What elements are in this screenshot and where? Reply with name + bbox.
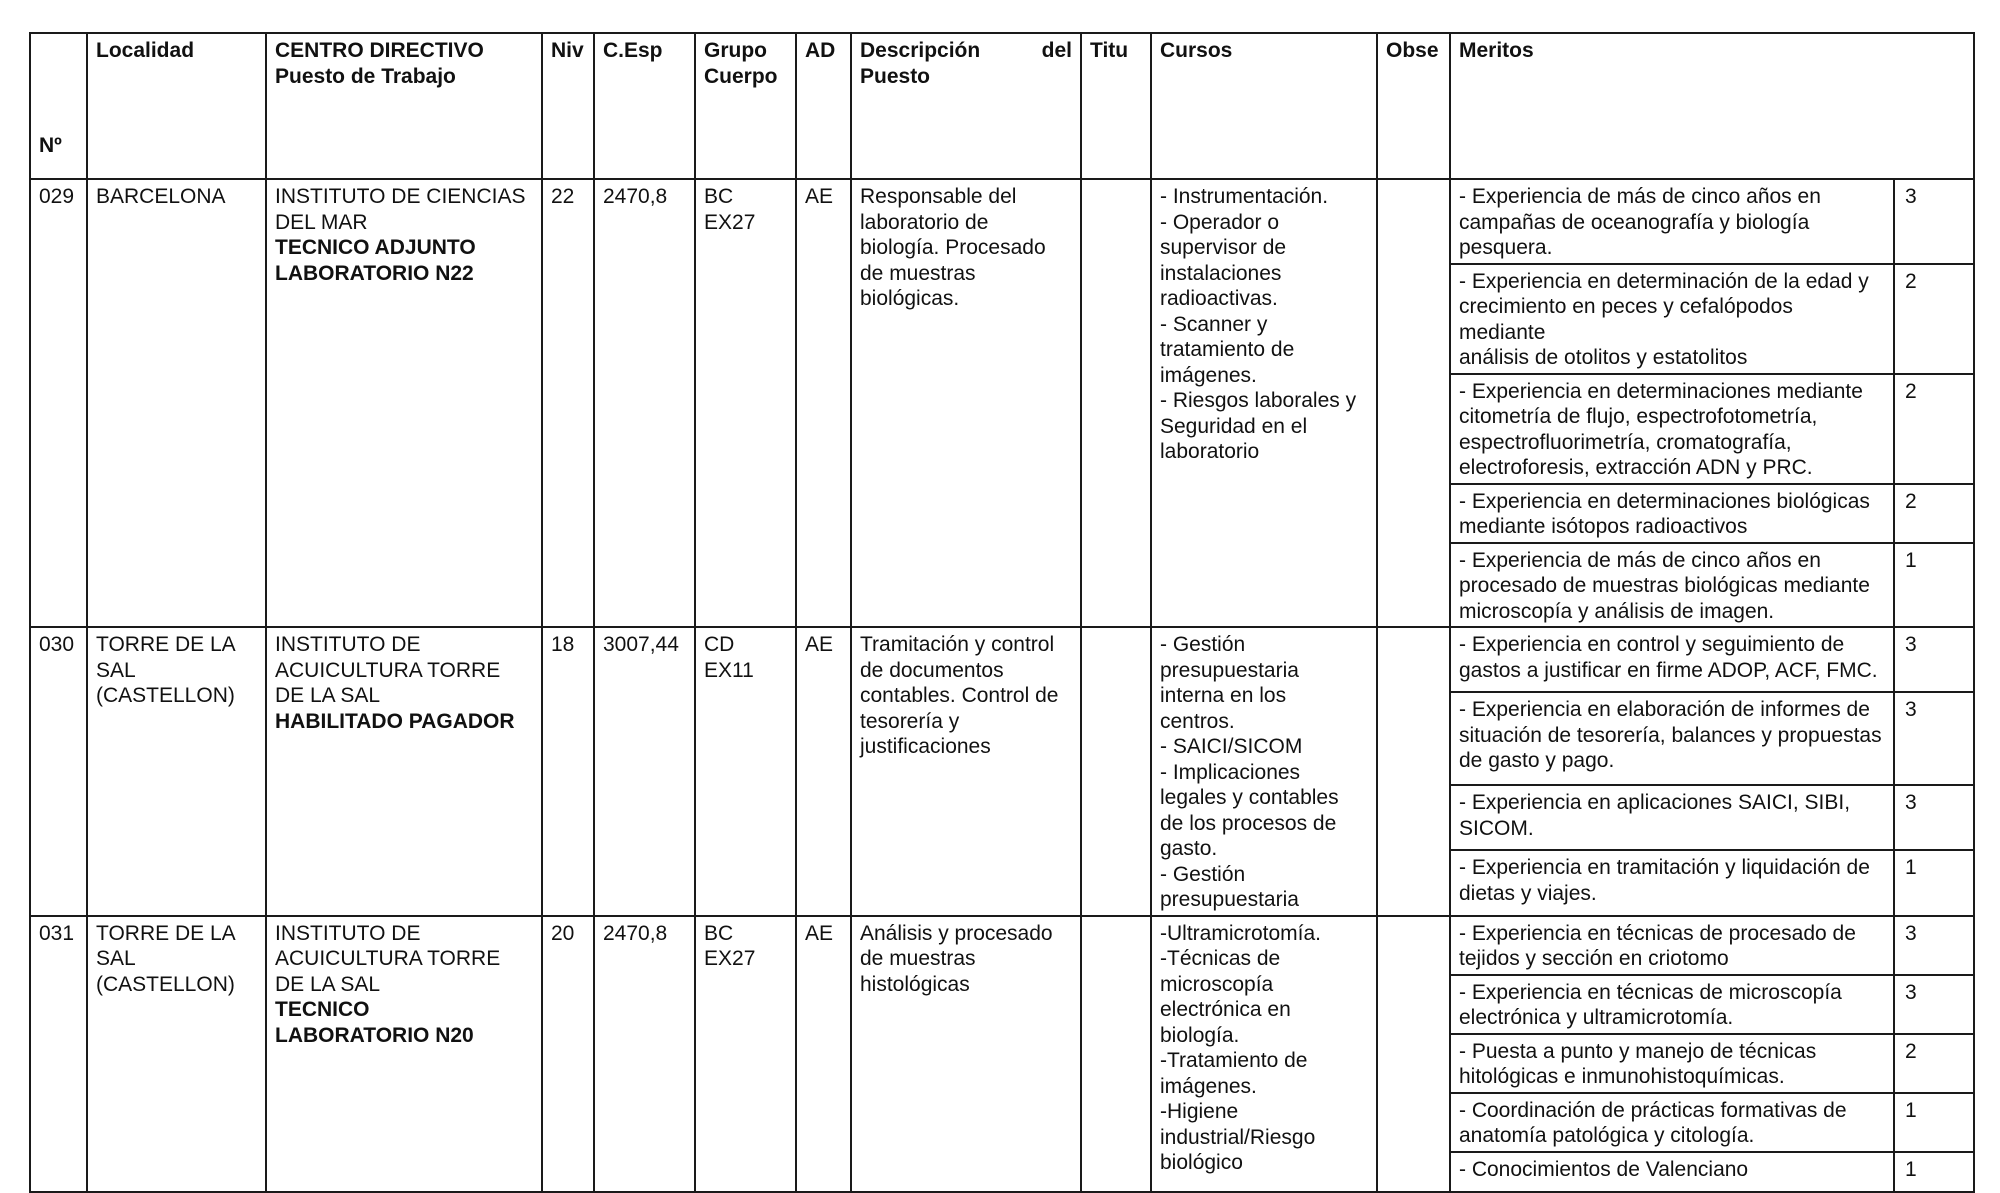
- merit-text-cell: [1450, 179, 1894, 264]
- cursos-line: - Instrumentación.: [1160, 185, 1329, 208]
- puesto-trabajo-line: TECNICO ADJUNTO: [275, 236, 476, 259]
- localidad-cell: [87, 627, 266, 916]
- merit-score-value: 2: [1905, 1039, 1917, 1063]
- descripcion-line: histológicas: [860, 972, 970, 996]
- descripcion-line: Tramitación y control: [860, 633, 1055, 656]
- localidad-line: (CASTELLON): [96, 972, 235, 996]
- descripcion-line: de muestras: [860, 947, 976, 970]
- merit-text-line: - Experiencia en elaboración de informes de: [1459, 698, 1870, 722]
- cursos-line: - Implicaciones: [1160, 760, 1301, 784]
- descripcion-line: de muestras: [860, 261, 976, 285]
- cursos-line: laboratorio: [1160, 440, 1260, 463]
- header-row: [30, 33, 1974, 179]
- header-localidad-label: Localidad: [96, 39, 195, 62]
- cursos-line: -Higiene: [1160, 1100, 1239, 1123]
- descripcion-cell: [851, 627, 1081, 916]
- merit-text-line: - Coordinación de prácticas formativas de: [1459, 1098, 1847, 1122]
- centro-directivo-line: ACUICULTURA TORRE: [275, 947, 501, 970]
- complemento-especifico-cell: [594, 179, 695, 627]
- cursos-line: de los procesos de: [1160, 811, 1337, 835]
- descripcion-line: biología. Procesado: [860, 236, 1046, 259]
- header-centro-line2: Puesto de Trabajo: [275, 64, 456, 88]
- header-descripcion-word2: del: [1041, 39, 1072, 62]
- job-positions-table-container: [29, 32, 1973, 1181]
- merit-text-line: situación de tesorería, balances y propuestas: [1459, 723, 1882, 747]
- titulacion-cell: [1081, 627, 1151, 916]
- grupo-line: EX27: [704, 947, 756, 970]
- merit-text-line: - Experiencia en técnicas de microscopía: [1459, 980, 1842, 1004]
- localidad-line: (CASTELLON): [96, 684, 235, 707]
- merit-score-value: 1: [1905, 1157, 1917, 1181]
- merit-text-cell: [1450, 374, 1894, 484]
- centro-cell: [266, 627, 542, 916]
- descripcion-line: laboratorio de: [860, 210, 989, 234]
- ad-value: AE: [805, 921, 834, 945]
- niv-value: 22: [551, 185, 575, 208]
- merit-score-cell: [1894, 1093, 1974, 1152]
- localidad-cell: [87, 179, 266, 627]
- no-value: 029: [39, 185, 75, 208]
- row-number: [30, 627, 87, 916]
- merit-text-line: electrónica y ultramicrotomía.: [1459, 1006, 1734, 1029]
- cursos-line: legales y contables: [1160, 786, 1339, 809]
- grupo-cuerpo-cell: [695, 627, 796, 916]
- header-grupo-line1: Grupo: [704, 39, 767, 62]
- cursos-line: biología.: [1160, 1023, 1240, 1047]
- puesto-trabajo-line: HABILITADO PAGADOR: [275, 709, 515, 733]
- cursos-line: -Ultramicrotomía.: [1160, 921, 1322, 945]
- cursos-line: - Scanner y: [1160, 312, 1268, 336]
- grupo-line: BC: [704, 921, 734, 945]
- descripcion-line: contables. Control de: [860, 684, 1059, 707]
- header-localidad: [87, 33, 266, 179]
- merit-text-line: campañas de oceanografía y biología: [1459, 210, 1810, 234]
- complemento-especifico-cell: [594, 627, 695, 916]
- merit-text-line: dietas y viajes.: [1459, 881, 1597, 905]
- header-ad-label: AD: [805, 39, 836, 62]
- merit-score-value: 3: [1905, 791, 1917, 815]
- merit-score-value: 2: [1905, 379, 1917, 403]
- merit-text-line: - Experiencia en determinaciones biológicas: [1459, 489, 1870, 513]
- titulacion-cell: [1081, 916, 1151, 1192]
- cesp-value: 3007,44: [603, 633, 679, 656]
- cursos-line: instalaciones: [1160, 261, 1282, 285]
- cursos-line: radioactivas.: [1160, 287, 1278, 310]
- header-ad: [796, 33, 851, 179]
- descripcion-line: Análisis y procesado: [860, 921, 1053, 945]
- header-cursos-label: Cursos: [1160, 39, 1233, 62]
- header-grupo-line2: Cuerpo: [704, 64, 778, 88]
- cursos-line: biológico: [1160, 1151, 1243, 1174]
- table-row: [30, 627, 1974, 692]
- cursos-line: presupuestaria: [1160, 888, 1299, 911]
- adscripcion-cell: [796, 179, 851, 627]
- merit-score-value: 3: [1905, 698, 1917, 722]
- row-number: [30, 916, 87, 1192]
- merit-text-line: - Experiencia en aplicaciones SAICI, SIBI,: [1459, 791, 1851, 815]
- merit-text-line: - Experiencia de más de cinco años en: [1459, 185, 1821, 208]
- cursos-line: supervisor de: [1160, 236, 1287, 259]
- row-number: [30, 179, 87, 627]
- cursos-line: gasto.: [1160, 837, 1218, 860]
- localidad-line: SAL: [96, 658, 136, 682]
- centro-directivo-line: ACUICULTURA TORRE: [275, 658, 501, 682]
- cursos-line: presupuestaria: [1160, 658, 1299, 682]
- merit-text-cell: [1450, 484, 1894, 543]
- header-titu-label: Titu: [1090, 39, 1129, 62]
- no-value: 030: [39, 633, 75, 656]
- descripcion-line: biológicas.: [860, 287, 960, 310]
- centro-directivo-line: DEL MAR: [275, 210, 368, 234]
- localidad-line: TORRE DE LA: [96, 633, 236, 656]
- observaciones-cell: [1377, 179, 1450, 627]
- header-descripcion-line2: Puesto: [860, 64, 931, 88]
- merit-score-cell: [1894, 850, 1974, 915]
- centro-directivo-line: DE LA SAL: [275, 684, 381, 707]
- grupo-cuerpo-cell: [695, 916, 796, 1192]
- cursos-line: electrónica en: [1160, 998, 1291, 1021]
- merit-text-line: pesquera.: [1459, 236, 1553, 259]
- descripcion-cell: [851, 916, 1081, 1192]
- merit-text-line: mediante isótopos radioactivos: [1459, 515, 1748, 538]
- cursos-line: - Operador o: [1160, 210, 1280, 234]
- merit-score-cell: [1894, 1152, 1974, 1192]
- header-meritos: [1450, 33, 1974, 179]
- descripcion-line: Responsable del: [860, 185, 1017, 208]
- nivel-cell: [542, 916, 594, 1192]
- header-cursos: [1151, 33, 1377, 179]
- observaciones-cell: [1377, 916, 1450, 1192]
- puesto-trabajo-line: LABORATORIO N22: [275, 261, 474, 285]
- puesto-trabajo-line: LABORATORIO N20: [275, 1023, 474, 1047]
- descripcion-line: de documentos: [860, 658, 1004, 682]
- merit-text-line: electroforesis, extracción ADN y PRC.: [1459, 456, 1813, 479]
- header-meritos-label: Meritos: [1459, 39, 1534, 62]
- merit-text-line: anatomía patológica y citología.: [1459, 1124, 1755, 1147]
- grupo-line: EX11: [704, 658, 754, 682]
- cursos-line: Seguridad en el: [1160, 414, 1308, 438]
- localidad-cell: [87, 916, 266, 1192]
- grupo-line: EX27: [704, 210, 756, 234]
- centro-directivo-line: DE LA SAL: [275, 972, 381, 996]
- merit-score-value: 2: [1905, 269, 1917, 293]
- merit-text-cell: [1450, 543, 1894, 628]
- merit-text-cell: [1450, 627, 1894, 692]
- header-centro: [266, 33, 542, 179]
- cursos-line: imágenes.: [1160, 1074, 1257, 1098]
- merit-score-value: 1: [1905, 1098, 1917, 1122]
- header-no: [30, 33, 87, 179]
- merit-text-cell: [1450, 785, 1894, 850]
- cesp-value: 2470,8: [603, 921, 668, 945]
- descripcion-line: justificaciones: [860, 735, 991, 758]
- merit-text-cell: [1450, 916, 1894, 975]
- merit-text-cell: [1450, 1093, 1894, 1152]
- merit-text-line: gastos a justificar en firme ADOP, ACF, FMC.: [1459, 658, 1878, 682]
- merit-text-line: - Conocimientos de Valenciano: [1459, 1157, 1749, 1181]
- merit-text-cell: [1450, 850, 1894, 915]
- cursos-line: interna en los: [1160, 684, 1287, 707]
- merit-score-cell: [1894, 785, 1974, 850]
- centro-directivo-line: INSTITUTO DE: [275, 921, 421, 945]
- merit-text-line: análisis de otolitos y estatolitos: [1459, 346, 1748, 369]
- merit-score-cell: [1894, 484, 1974, 543]
- table-row: [30, 916, 1974, 975]
- merit-text-line: - Experiencia en tramitación y liquidación de: [1459, 856, 1870, 880]
- no-value: 031: [39, 921, 75, 945]
- merit-score-cell: [1894, 916, 1974, 975]
- table-row: [30, 179, 1974, 264]
- ad-value: AE: [805, 633, 834, 656]
- titulacion-cell: [1081, 179, 1151, 627]
- merit-text-line: SICOM.: [1459, 816, 1534, 840]
- merit-score-cell: [1894, 1034, 1974, 1093]
- header-no-label: Nº: [39, 133, 62, 157]
- merit-score-value: 1: [1905, 856, 1917, 880]
- job-positions-table: [29, 32, 1975, 1193]
- merit-score-cell: [1894, 374, 1974, 484]
- merit-score-value: 3: [1905, 633, 1917, 656]
- merit-score-value: 3: [1905, 185, 1917, 208]
- merit-text-line: espectrofluorimetría, cromatografía,: [1459, 430, 1792, 454]
- merit-score-cell: [1894, 627, 1974, 692]
- merit-text-cell: [1450, 692, 1894, 785]
- adscripcion-cell: [796, 627, 851, 916]
- merit-text-line: citometría de flujo, espectrofotometría,: [1459, 405, 1818, 428]
- centro-cell: [266, 179, 542, 627]
- merit-text-cell: [1450, 975, 1894, 1034]
- cursos-line: imágenes.: [1160, 363, 1257, 387]
- header-cesp: [594, 33, 695, 179]
- nivel-cell: [542, 179, 594, 627]
- puesto-trabajo-line: TECNICO: [275, 998, 370, 1021]
- cesp-value: 2470,8: [603, 185, 668, 208]
- localidad-line: TORRE DE LA: [96, 921, 236, 945]
- grupo-cuerpo-cell: [695, 179, 796, 627]
- centro-directivo-line: INSTITUTO DE CIENCIAS: [275, 185, 526, 208]
- merit-text-cell: [1450, 264, 1894, 374]
- merit-score-value: 3: [1905, 921, 1917, 945]
- merit-text-line: crecimiento en peces y cefalópodos mediante: [1459, 295, 1793, 344]
- cursos-cell: [1151, 916, 1377, 1192]
- header-descripcion-word1: Descripción: [860, 39, 981, 62]
- header-grupo: [695, 33, 796, 179]
- header-cesp-label: C.Esp: [603, 39, 663, 62]
- cursos-line: - Gestión: [1160, 633, 1246, 656]
- cursos-line: -Técnicas de: [1160, 947, 1281, 970]
- observaciones-cell: [1377, 627, 1450, 916]
- grupo-line: BC: [704, 185, 734, 208]
- merit-score-value: 2: [1905, 489, 1917, 513]
- header-centro-line1: CENTRO DIRECTIVO: [275, 39, 484, 62]
- merit-text-line: - Experiencia en técnicas de procesado de: [1459, 921, 1856, 945]
- header-titu: [1081, 33, 1151, 179]
- descripcion-cell: [851, 179, 1081, 627]
- merit-score-cell: [1894, 264, 1974, 374]
- merit-text-line: hitológicas e inmunohistoquímicas.: [1459, 1065, 1785, 1088]
- adscripcion-cell: [796, 916, 851, 1192]
- cursos-line: centros.: [1160, 709, 1235, 733]
- merit-score-value: 3: [1905, 980, 1917, 1004]
- cursos-line: industrial/Riesgo: [1160, 1125, 1316, 1149]
- header-obse: [1377, 33, 1450, 179]
- cursos-line: microscopía: [1160, 972, 1274, 996]
- header-descripcion: [851, 33, 1081, 179]
- merit-score-cell: [1894, 975, 1974, 1034]
- complemento-especifico-cell: [594, 916, 695, 1192]
- merit-text-cell: [1450, 1152, 1894, 1192]
- cursos-line: -Tratamiento de: [1160, 1049, 1308, 1072]
- merit-text-line: - Experiencia en control y seguimiento de: [1459, 633, 1845, 656]
- centro-directivo-line: INSTITUTO DE: [275, 633, 421, 656]
- merit-score-cell: [1894, 692, 1974, 785]
- centro-cell: [266, 916, 542, 1192]
- localidad-line: SAL: [96, 947, 136, 970]
- merit-text-line: procesado de muestras biológicas mediante: [1459, 574, 1870, 597]
- merit-text-cell: [1450, 1034, 1894, 1093]
- header-niv-label: Niv: [551, 39, 584, 62]
- header-niv: [542, 33, 594, 179]
- merit-score-cell: [1894, 543, 1974, 628]
- merit-text-line: - Experiencia en determinaciones mediante: [1459, 379, 1863, 403]
- nivel-cell: [542, 627, 594, 916]
- merit-text-line: - Experiencia en determinación de la edad y: [1459, 269, 1869, 293]
- descripcion-line: tesorería y: [860, 709, 960, 733]
- cursos-line: - Riesgos laborales y: [1160, 389, 1357, 412]
- cursos-line: tratamiento de: [1160, 338, 1295, 361]
- merit-text-line: - Puesta a punto y manejo de técnicas: [1459, 1039, 1817, 1063]
- merit-score-cell: [1894, 179, 1974, 264]
- table-body: [30, 179, 1974, 1192]
- niv-value: 20: [551, 921, 575, 945]
- localidad-line: BARCELONA: [96, 185, 226, 208]
- cursos-line: - Gestión: [1160, 862, 1246, 886]
- cursos-cell: [1151, 627, 1377, 916]
- ad-value: AE: [805, 185, 834, 208]
- merit-text-line: de gasto y pago.: [1459, 749, 1615, 773]
- merit-text-line: tejidos y sección en criotomo: [1459, 947, 1729, 970]
- merit-text-line: microscopía y análisis de imagen.: [1459, 599, 1775, 623]
- header-obse-label: Obse: [1386, 39, 1439, 62]
- grupo-line: CD: [704, 633, 735, 656]
- merit-text-line: - Experiencia de más de cinco años en: [1459, 548, 1821, 572]
- cursos-line: - SAICI/SICOM: [1160, 735, 1303, 758]
- merit-score-value: 1: [1905, 548, 1917, 572]
- cursos-cell: [1151, 179, 1377, 627]
- niv-value: 18: [551, 633, 575, 656]
